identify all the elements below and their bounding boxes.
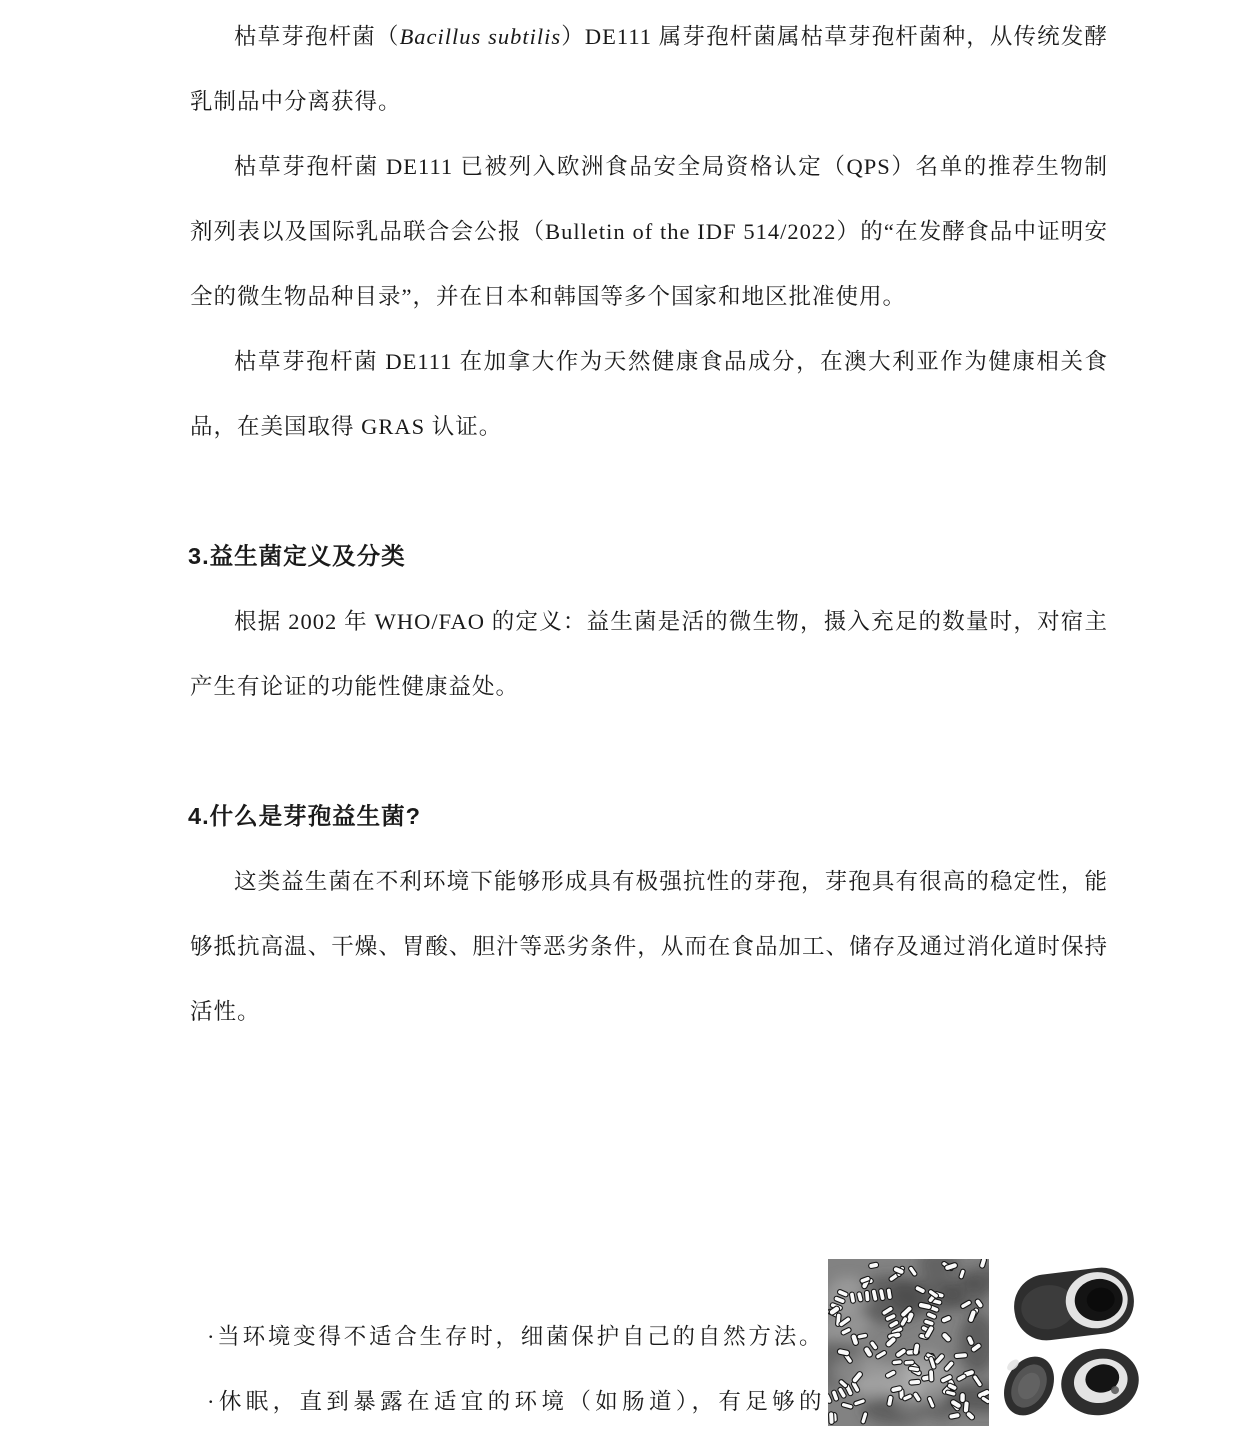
heading-probiotic-definition: 3.益生菌定义及分类 <box>188 543 406 569</box>
endospore-tem-image <box>1000 1262 1145 1429</box>
species-name-italic: Bacillus subtilis <box>399 24 562 49</box>
paragraph-qps-approval: 枯草芽孢杆菌 DE111 已被列入欧洲食品安全局资格认定（QPS）名单的推荐生物制剂列表以及国际乳品联合会公报（Bulletin of the IDF 514/2022）的“在发酵食品中证明安全的微生物品种目录”，并在日本和韩国等多个国家和地区批准使用。 <box>190 154 1108 309</box>
text-run: 枯草芽孢杆菌（ <box>234 24 400 49</box>
figure-endospore-tem <box>1000 1262 1145 1429</box>
paragraph-spore-resistance: 这类益生菌在不利环境下能够形成具有极强抗性的芽孢，芽孢具有很高的稳定性，能够抵抗高温、干燥、胃酸、胆汁等恶劣条件，从而在食品加工、储存及通过消化道时保持活性。 <box>190 869 1108 1024</box>
paragraph-who-fao-definition: 根据 2002 年 WHO/FAO 的定义：益生菌是活的微生物，摄入充足的数量时，对宿主产生有论证的功能性健康益处。 <box>190 609 1108 699</box>
endospore-capsule <box>1010 1264 1137 1344</box>
endospore-ring-right <box>1055 1342 1145 1423</box>
paragraph-gras-certification: 枯草芽孢杆菌 DE111 在加拿大作为天然健康食品成分，在澳大利亚作为健康相关食品，在美国取得 GRAS 认证。 <box>190 349 1108 439</box>
text-run: ）DE111 属芽孢杆菌属枯草芽孢杆菌种，从传统发酵乳制品中分离获得。 <box>190 24 1108 114</box>
paragraph-strain-origin <box>190 4 1108 134</box>
bullet-item-natural-protection: ·当环境变得不适合生存时，细菌保护自己的自然方法。 <box>207 1324 822 1349</box>
bullet-item-dormancy: ·休眠，直到暴露在适宜的环境（如肠道），有足够的 <box>207 1389 822 1414</box>
figure-spores-phase-contrast <box>828 1259 989 1426</box>
spores-micrograph-image <box>828 1259 989 1426</box>
endospore-oval-left <box>1000 1348 1064 1424</box>
heading-spore-probiotic: 4.什么是芽孢益生菌? <box>188 803 421 829</box>
